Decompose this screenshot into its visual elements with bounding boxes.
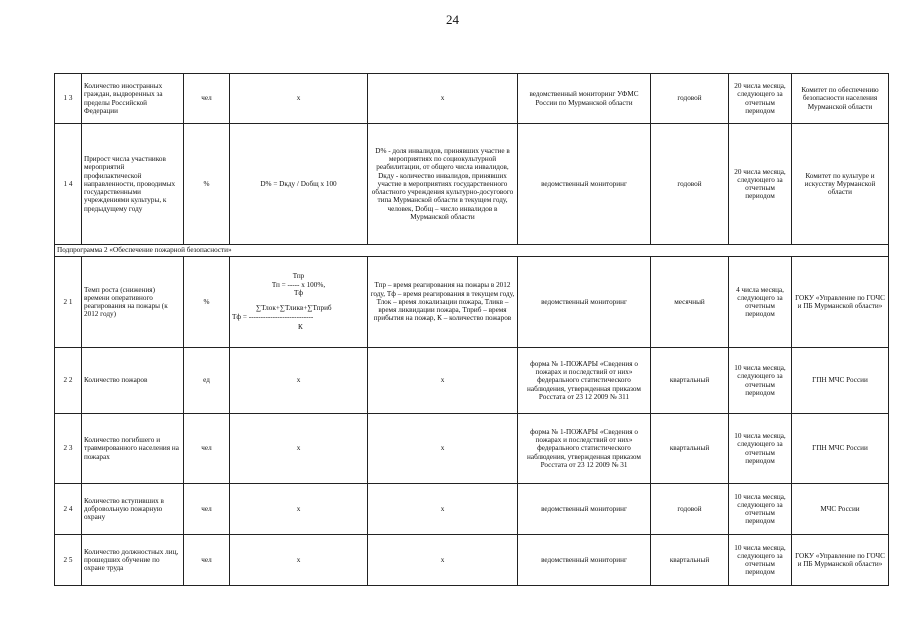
responsible-cell: ГПН МЧС России <box>792 414 889 484</box>
unit-cell: % <box>184 124 230 245</box>
unit-cell: чел <box>184 414 230 484</box>
tp-numerator: Тпр <box>292 272 305 281</box>
indicator-name: Количество пожаров <box>82 348 184 414</box>
indicator-name: Темп роста (снижения) времени оперативного реагирования на пожары (к 2012 году) <box>82 257 184 348</box>
deadline-cell: 4 числа месяца, следующего за отчетным периодом <box>729 257 792 348</box>
method-cell: ведомственный мониторинг <box>518 124 651 245</box>
indicator-name: Прирост числа участников мероприятий профилактической направленности, проводимых государственными учреждениями культуры, к предыдущему году <box>82 124 184 245</box>
formula-cell: x <box>230 348 368 414</box>
unit-cell: чел <box>184 484 230 535</box>
indicator-name: Количество должностных лиц, прошедших обучение по охране труда <box>82 535 184 586</box>
row-number: 1 4 <box>55 124 82 245</box>
definition-cell: x <box>368 414 518 484</box>
formula-cell <box>230 257 368 348</box>
indicator-name: Количество иностранных граждан, выдворенных за пределы Российской Федерации <box>82 74 184 124</box>
definition-cell: x <box>368 484 518 535</box>
method-cell: ведомственный мониторинг <box>518 257 651 348</box>
period-cell: месячный <box>651 257 729 348</box>
definition-cell: Тпр – время реагирования на пожары в 2012 году, Тф – время реагирования в текущем году, Тлок – время локализации пожара, Тликв – время ликвидации пожара, Тприб – время прибытия на пожар, К – количество пожаров <box>368 257 518 348</box>
table-row <box>55 124 889 245</box>
formula-cell: x <box>230 74 368 124</box>
responsible-cell: МЧС России <box>792 484 889 535</box>
deadline-cell: 10 числа месяца, следующего за отчетным периодом <box>729 348 792 414</box>
indicators-table <box>54 73 889 586</box>
row-number: 1 3 <box>55 74 82 124</box>
method-cell: ведомственный мониторинг <box>518 535 651 586</box>
deadline-cell: 10 числа месяца, следующего за отчетным периодом <box>729 414 792 484</box>
period-cell: квартальный <box>651 414 729 484</box>
unit-cell: чел <box>184 74 230 124</box>
tp-denominator: Тф <box>293 289 304 298</box>
definition-cell: x <box>368 348 518 414</box>
indicator-name: Количество погибшего и травмированного населения на пожарах <box>82 414 184 484</box>
method-cell: ведомственный мониторинг УФМС России по Мурманской области <box>518 74 651 124</box>
table-row <box>55 535 889 586</box>
period-cell: квартальный <box>651 348 729 414</box>
responsible-cell: Комитет по обеспечению безопасности населения Мурманской области <box>792 74 889 124</box>
row-number: 2 1 <box>55 257 82 348</box>
unit-cell: % <box>184 257 230 348</box>
row-number: 2 5 <box>55 535 82 586</box>
table-row <box>55 74 889 124</box>
deadline-cell: 20 числа месяца, следующего за отчетным периодом <box>729 124 792 245</box>
formula-cell: D% = Dкду / Dобщ x 100 <box>230 124 368 245</box>
table-row <box>55 414 889 484</box>
unit-cell: ед <box>184 348 230 414</box>
deadline-cell: 20 числа месяца, следующего за отчетным периодом <box>729 74 792 124</box>
formula-cell: x <box>230 484 368 535</box>
responsible-cell: ГОКУ «Управление по ГОЧС и ПБ Мурманской области» <box>792 535 889 586</box>
tf-denominator: К <box>298 322 303 331</box>
tp-line: Тп = ----- x 100%, <box>271 280 326 289</box>
tf-numerator: ∑Тлок+∑Тликв+∑Тприб <box>256 303 332 312</box>
subprogram-row <box>55 245 889 257</box>
row-number: 2 4 <box>55 484 82 535</box>
period-cell: квартальный <box>651 535 729 586</box>
table-row <box>55 348 889 414</box>
tf-line: Тф = --------------------------- <box>232 312 314 321</box>
row-number: 2 3 <box>55 414 82 484</box>
definition-cell: x <box>368 74 518 124</box>
formula-cell: x <box>230 414 368 484</box>
definition-cell: D% - доля инвалидов, принявших участие в мероприятиях по социокультурной реабилитации, от общего числа инвалидов, Dкду - количество инвалидов, принявших участие в мероприятиях государственного областного учреждения культурно-досугового типа Мурманской области в текущем году, человек, Dобщ – число инвалидов в Мурманской области <box>368 124 518 245</box>
tf-formula <box>232 304 365 332</box>
definition-cell: x <box>368 535 518 586</box>
deadline-cell: 10 числа месяца, следующего за отчетным периодом <box>729 535 792 586</box>
method-cell: форма № 1-ПОЖАРЫ «Сведения о пожарах и последствий от них» федерального статистического наблюдения, утвержденная приказом Росстата от 23 12 2009 № 31 <box>518 414 651 484</box>
deadline-cell: 10 числа месяца, следующего за отчетным периодом <box>729 484 792 535</box>
indicator-name: Количество вступивших в добровольную пожарную охрану <box>82 484 184 535</box>
period-cell: годовой <box>651 74 729 124</box>
table-row <box>55 257 889 348</box>
table-row <box>55 484 889 535</box>
row-number: 2 2 <box>55 348 82 414</box>
responsible-cell: Комитет по культуре и искусству Мурманской области <box>792 124 889 245</box>
unit-cell: чел <box>184 535 230 586</box>
subprogram-title: Подпрограмма 2 «Обеспечение пожарной безопасности» <box>55 245 889 257</box>
tp-formula <box>232 272 365 298</box>
period-cell: годовой <box>651 124 729 245</box>
responsible-cell: ГОКУ «Управление по ГОЧС и ПБ Мурманской области» <box>792 257 889 348</box>
method-cell: ведомственный мониторинг <box>518 484 651 535</box>
responsible-cell: ГПН МЧС России <box>792 348 889 414</box>
page-number: 24 <box>446 12 459 27</box>
period-cell: годовой <box>651 484 729 535</box>
formula-cell: x <box>230 535 368 586</box>
method-cell: форма № 1-ПОЖАРЫ «Сведения о пожарах и последствий от них» федерального статистического наблюдения, утвержденная приказом Росстата от 23 12 2009 № 311 <box>518 348 651 414</box>
